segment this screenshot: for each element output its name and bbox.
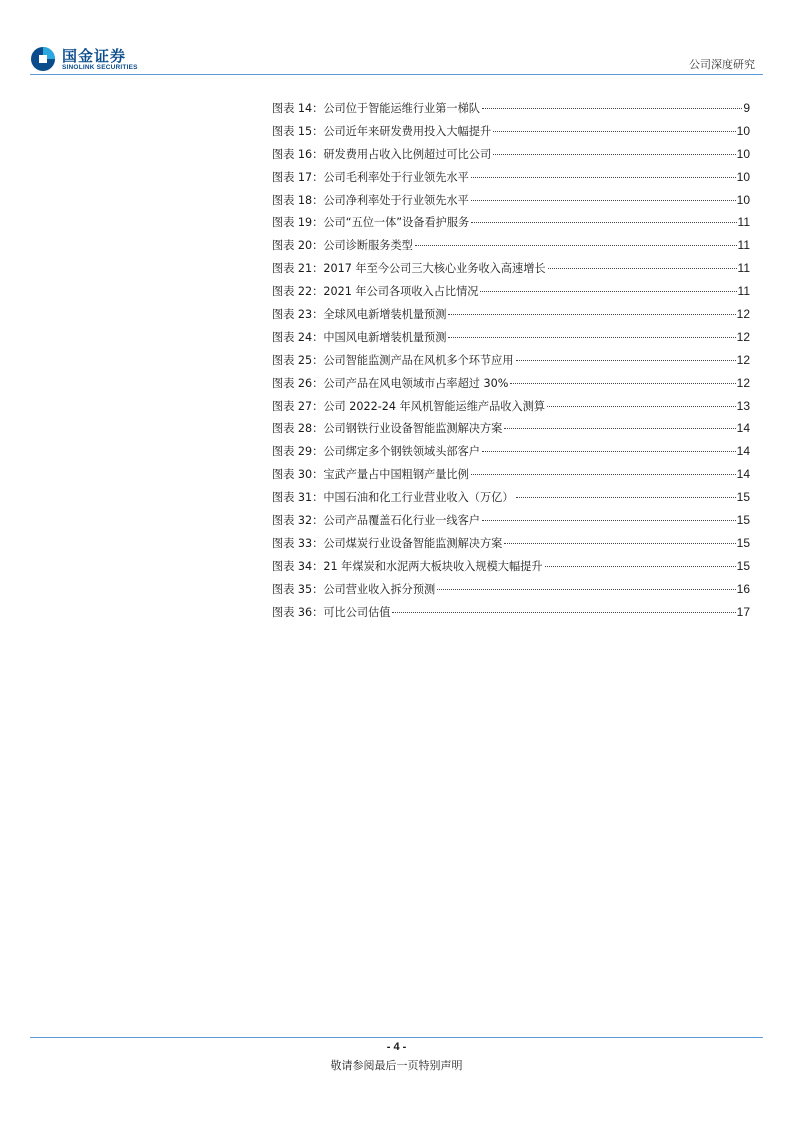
toc-entry[interactable] (272, 578, 750, 601)
header-divider (30, 74, 763, 75)
page-header (30, 44, 763, 74)
toc-entry[interactable] (272, 372, 750, 395)
toc-entry[interactable] (272, 555, 750, 578)
toc-entry-label: 图表 22：2021 年公司各项收入占比情况 (272, 285, 479, 299)
toc-entry-page: 10 (736, 146, 750, 161)
toc-entry-label: 图表 15：公司近年来研发费用投入大幅提升 (272, 124, 492, 138)
toc-dot-leader (437, 589, 735, 590)
toc-entry-page: 13 (736, 398, 750, 413)
toc-entry-page: 12 (736, 307, 750, 322)
toc-entry-label: 图表 36：可比公司估值 (272, 605, 391, 619)
toc-entry-label: 图表 23：全球风电新增装机量预测 (272, 308, 447, 322)
toc-dot-leader (471, 200, 736, 201)
toc-dot-leader (504, 428, 735, 429)
toc-entry-page: 12 (736, 329, 750, 344)
toc-dot-leader (548, 268, 737, 269)
toc-entry-label: 图表 26：公司产品在风电领域市占率超过 30% (272, 376, 509, 390)
toc-dot-leader (471, 474, 736, 475)
toc-entry[interactable] (272, 463, 750, 486)
toc-entry-page: 11 (737, 215, 750, 230)
toc-entry-label: 图表 32：公司产品覆盖石化行业一线客户 (272, 514, 480, 528)
logo-text: 国金证券 (62, 47, 127, 65)
toc-entry-label: 图表 34：21 年煤炭和水泥两大板块收入规模大幅提升 (272, 559, 543, 573)
toc-entry-page: 15 (736, 535, 750, 550)
toc-entry[interactable] (272, 211, 750, 234)
toc-dot-leader (516, 360, 736, 361)
toc-entry-page: 10 (736, 169, 750, 184)
toc-dot-leader (547, 406, 736, 407)
toc-entry-label: 图表 14：公司位于智能运维行业第一梯队 (272, 102, 480, 115)
toc-entry-page: 15 (736, 513, 750, 528)
toc-dot-leader (471, 177, 736, 178)
toc-entry-page: 11 (737, 261, 750, 276)
toc-entry-page: 15 (736, 558, 750, 573)
toc-dot-leader (392, 612, 735, 613)
toc-entry-label: 图表 16：研发费用占收入比例超过可比公司 (272, 147, 492, 161)
sinolink-logo-icon (30, 46, 56, 72)
toc-entry-page: 14 (736, 421, 750, 436)
toc-dot-leader (448, 337, 735, 338)
toc-dot-leader (504, 543, 735, 544)
toc-entry[interactable] (272, 601, 750, 624)
toc-dot-leader (510, 383, 735, 384)
toc-entry[interactable] (272, 509, 750, 532)
toc-entry-page: 12 (736, 375, 750, 390)
toc-entry-label: 图表 21：2017 年至今公司三大核心业务收入高速增长 (272, 262, 546, 276)
toc-entry-label: 图表 20：公司诊断服务类型 (272, 239, 413, 253)
toc-entry-page: 10 (736, 123, 750, 138)
toc-entry-label: 图表 24：中国风电新增装机量预测 (272, 330, 447, 344)
toc-entry[interactable] (272, 189, 750, 212)
toc-entry-page: 11 (737, 284, 750, 299)
toc-entry-page: 15 (736, 490, 750, 505)
toc-dot-leader (493, 154, 735, 155)
toc-dot-leader (415, 245, 737, 246)
company-logo (30, 44, 190, 74)
toc-dot-leader (471, 222, 736, 223)
toc-entry-label: 图表 29：公司绑定多个钢铁领域头部客户 (272, 445, 480, 459)
toc-entry[interactable] (272, 349, 750, 372)
toc-entry-label: 图表 33：公司煤炭行业设备智能监测解决方案 (272, 536, 503, 550)
page-number: - 4 - (386, 1041, 407, 1053)
toc-entry-label: 图表 35：公司营业收入拆分预测 (272, 582, 436, 596)
toc-dot-leader (448, 314, 735, 315)
toc-entry-label: 图表 31：中国石油和化工行业营业收入（万亿） (272, 491, 514, 505)
toc-entry[interactable] (272, 280, 750, 303)
toc-entry[interactable] (272, 120, 750, 143)
toc-entry-label: 图表 17：公司毛利率处于行业领先水平 (272, 170, 469, 184)
footer-divider (30, 1037, 763, 1038)
toc-dot-leader (482, 520, 736, 521)
toc-entry[interactable] (272, 166, 750, 189)
toc-entry-page: 12 (736, 352, 750, 367)
toc-entry-label: 图表 18：公司净利率处于行业领先水平 (272, 193, 469, 207)
toc-entry[interactable] (272, 326, 750, 349)
toc-entry[interactable] (272, 234, 750, 257)
toc-dot-leader (482, 451, 736, 452)
toc-entry[interactable] (272, 532, 750, 555)
toc-entry-page: 14 (736, 444, 750, 459)
toc-entry[interactable] (272, 143, 750, 166)
toc-dot-leader (482, 108, 742, 109)
toc-entry-label: 图表 30：宝武产量占中国粗钢产量比例 (272, 468, 469, 482)
toc-entry-page: 16 (736, 581, 750, 596)
toc-entry-page: 14 (736, 467, 750, 482)
toc-entry-label: 图表 28：公司钢铁行业设备智能监测解决方案 (272, 422, 503, 436)
report-type: 公司深度研究 (689, 58, 755, 71)
toc-entry[interactable] (272, 395, 750, 418)
toc-entry-page: 11 (737, 238, 750, 253)
toc-entry-page: 9 (743, 101, 750, 115)
toc-entry[interactable] (272, 97, 750, 120)
toc-entry[interactable] (272, 303, 750, 326)
toc-entry-label: 图表 25：公司智能监测产品在风机多个环节应用 (272, 353, 514, 367)
toc-entry-label: 图表 27：公司 2022-24 年风机智能运维产品收入测算 (272, 399, 546, 413)
toc-entry[interactable] (272, 486, 750, 509)
toc-dot-leader (480, 291, 736, 292)
toc-entry[interactable] (272, 417, 750, 440)
toc-entry[interactable] (272, 257, 750, 280)
figure-list (272, 97, 750, 623)
toc-dot-leader (545, 566, 736, 567)
toc-dot-leader (516, 497, 736, 498)
logo-subtext: SINOLINK SECURITIES (62, 64, 138, 71)
toc-dot-leader (493, 131, 735, 132)
toc-entry-label: 图表 19：公司“五位一体”设备看护服务 (272, 216, 470, 230)
toc-entry-page: 10 (736, 192, 750, 207)
toc-entry-page: 17 (736, 604, 750, 619)
disclaimer-note: 敬请参阅最后一页特别声明 (330, 1059, 463, 1072)
toc-entry[interactable] (272, 440, 750, 463)
